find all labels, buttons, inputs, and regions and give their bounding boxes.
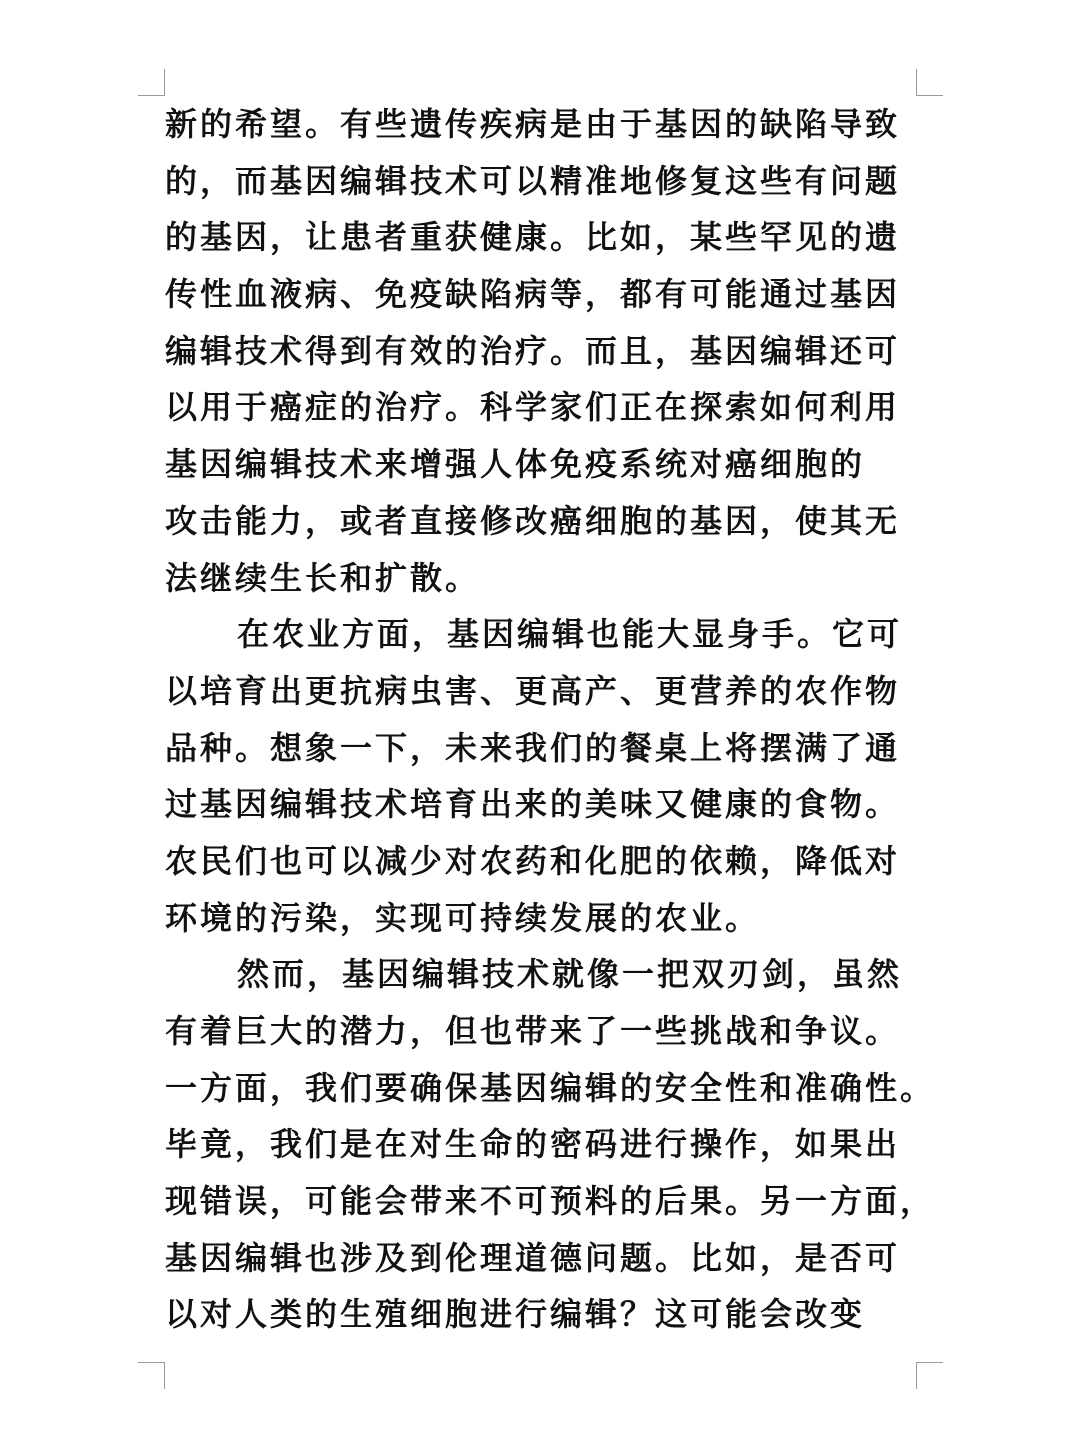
- text-line: 新的希望。有些遗传疾病是由于基因的缺陷导致: [165, 105, 901, 143]
- paragraph-start-line: 在农业方面，基因编辑也能大显身手。它可: [237, 615, 903, 654]
- text-line: 品种。想象一下，未来我们的餐桌上将摆满了通: [165, 728, 901, 767]
- crop-mark-top-left: [138, 69, 165, 96]
- crop-mark-top-right: [916, 69, 943, 96]
- crop-mark-bottom-left: [138, 1362, 165, 1389]
- text-line: 基因编辑也涉及到伦理道德问题。比如，是否可: [165, 1238, 901, 1277]
- text-line: 传性血液病、免疫缺陷病等，都有可能通过基因: [165, 275, 901, 314]
- text-line: 的，而基因编辑技术可以精准地修复这些有问题: [165, 161, 901, 200]
- text-line: 基因编辑技术来增强人体免疫系统对癌细胞的: [165, 445, 866, 484]
- text-line: 过基因编辑技术培育出来的美味又健康的食物。: [165, 785, 901, 824]
- text-line: 现错误，可能会带来不可预料的后果。另一方面，: [165, 1182, 936, 1221]
- text-line: 有着巨大的潜力，但也带来了一些挑战和争议。: [165, 1012, 901, 1050]
- text-line: 攻击能力，或者直接修改癌细胞的基因，使其无: [165, 501, 901, 540]
- document-body: [165, 96, 936, 1343]
- crop-mark-bottom-right: [916, 1362, 943, 1389]
- text-line: 以对人类的生殖细胞进行编辑？这可能会改变: [165, 1295, 866, 1334]
- paragraph-start-line: 然而，基因编辑技术就像一把双刃剑，虽然: [237, 955, 903, 994]
- text-line: 以用于癌症的治疗。科学家们正在探索如何利用: [165, 388, 901, 427]
- text-line: 的基因，让患者重获健康。比如，某些罕见的遗: [165, 218, 901, 257]
- text-line: 农民们也可以减少对农药和化肥的依赖，降低对: [165, 841, 901, 880]
- text-line: 法继续生长和扩散。: [165, 558, 481, 597]
- text-line: 环境的污染，实现可持续发展的农业。: [165, 898, 761, 937]
- text-line: 毕竟，我们是在对生命的密码进行操作，如果出: [165, 1125, 901, 1164]
- text-line: 一方面，我们要确保基因编辑的安全性和准确性。: [165, 1068, 936, 1107]
- text-line: 以培育出更抗病虫害、更高产、更营养的农作物: [165, 671, 901, 710]
- text-line: 编辑技术得到有效的治疗。而且，基因编辑还可: [165, 331, 901, 370]
